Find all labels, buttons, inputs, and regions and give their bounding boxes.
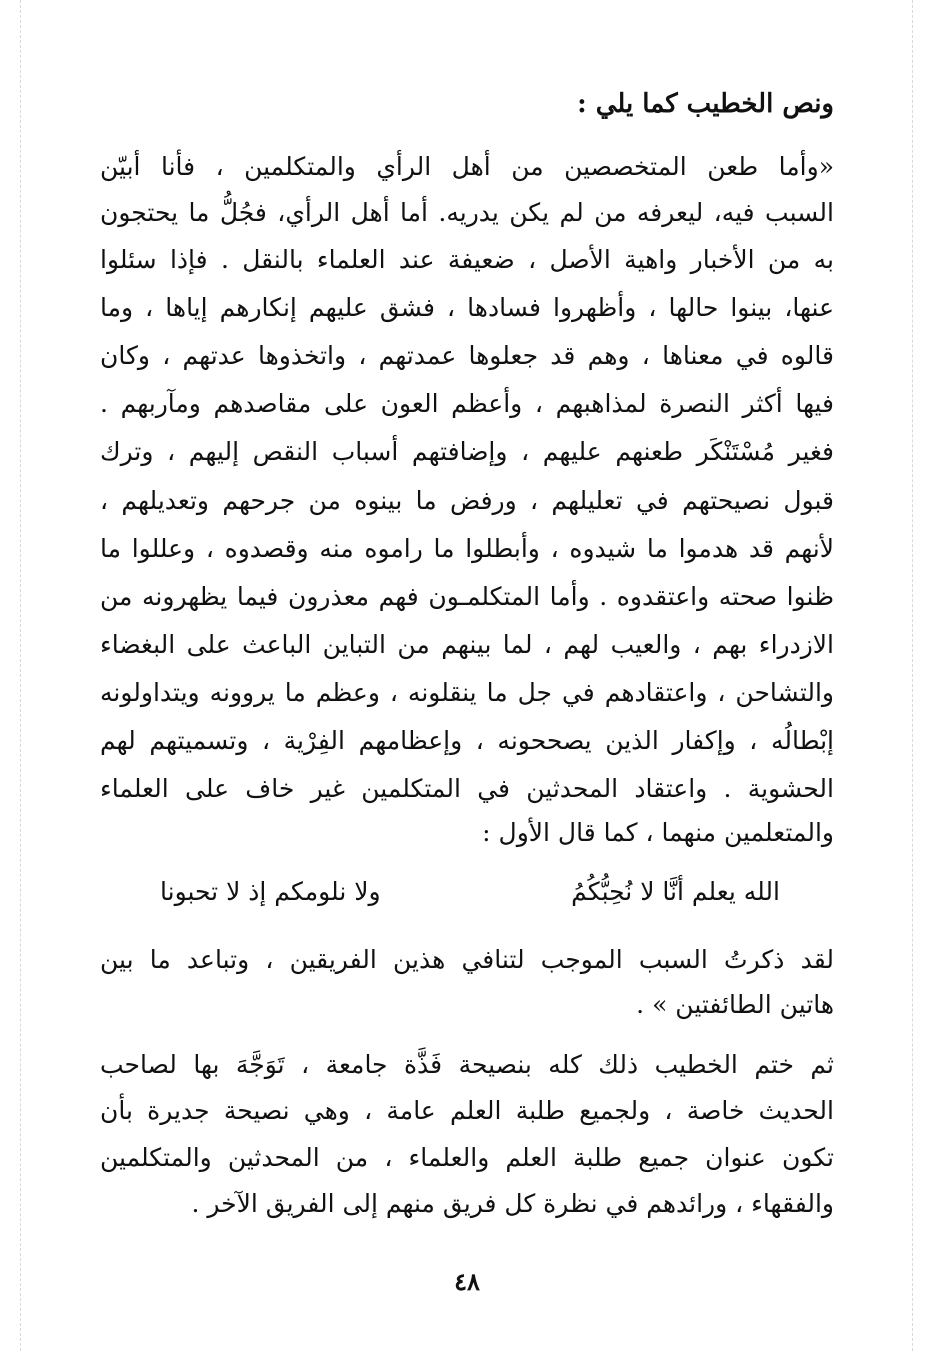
section-heading: ونص الخطيب كما يلي : [577,89,834,119]
text-line: تكون عنوان جميع طلبة العلم والعلماء ، من المحدثين والمتكلمين [100,1143,834,1172]
page-number: ٤٨ [454,1267,480,1296]
text-line: والتشاحن ، واعتقادهم في جل ما ينقلونه ، وعظم ما يروونه ويتداولونه [100,678,834,707]
text-line: قالوه في معناها ، وهم قد جعلوها عمدتهم ، واتخذوها عدتهم ، وكان [100,341,834,370]
text-line: لقد ذكرتُ السبب الموجب لتنافي هذين الفريقين ، وتباعد ما بين [100,945,834,974]
verse-second-hemistich: ولا نلومكم إذ لا تحبونا [160,877,381,906]
verse-first-hemistich: الله يعلم أنَّا لا نُحِبُّكُمُ [571,877,780,906]
text-line: والمتعلمين منهما ، كما قال الأول : [482,818,834,847]
text-line: قبول نصيحتهم في تعليلهم ، ورفض ما بينوه من جرحهم وتعديلهم ، [100,486,834,515]
text-line: ظنوا صحته واعتقدوه . وأما المتكلمـون فهم معذرون فيما يظهرونه من [100,582,834,611]
text-line: الحشوية . واعتقاد المحدثين في المتكلمين غير خاف على العلماء [100,774,834,803]
poetry-verse [160,870,780,914]
text-line: عنها، بينوا حالها ، وأظهروا فسادها ، فشق عليهم إنكارهم إياها ، وما [100,293,834,322]
text-line: ثم ختم الخطيب ذلك كله بنصيحة فَذَّة جامعة ، تَوَجَّهَ بها لصاحب [100,1050,834,1079]
text-line: الازدراء بهم ، والعيب لهم ، لما بينهم من التباين الباعث على البغضاء [100,630,834,659]
text-line: هاتين الطائفتين » . [636,990,834,1019]
text-line: فغير مُسْتَنْكَر طعنهم عليهم ، وإضافتهم أسباب النقص إليهم ، وترك [100,437,834,466]
text-line: لأنهم قد هدموا ما شيدوه ، وأبطلوا ما راموه منه وقصدوه ، وعللوا ما [100,534,834,563]
scan-guide-left [20,0,21,1351]
text-line: الحديث خاصة ، ولجميع طلبة العلم عامة ، وهي نصيحة جديرة بأن [100,1096,834,1125]
text-line: السبب فيه، ليعرفه من لم يكن يدريه. أما أهل الرأي، فجُلُّ ما يحتجون [100,198,834,227]
text-line: «وأما طعن المتخصصين من أهل الرأي والمتكلمين ، فأنا أبيّن [100,152,834,181]
text-line: إبْطالُه ، وإكفار الذين يصححونه ، وإعظامهم الفِرْية ، وتسميتهم لهم [100,726,834,755]
text-line: فيها أكثر النصرة لمذاهبهم ، وأعظم العون على مقاصدهم ومآربهم . [100,389,834,418]
scan-guide-right [912,0,913,1351]
text-line: به من الأخبار واهية الأصل ، ضعيفة عند العلماء بالنقل . فإذا سئلوا [100,245,834,274]
text-line: والفقهاء ، ورائدهم في نظرة كل فريق منهم إلى الفريق الآخر . [191,1189,834,1218]
